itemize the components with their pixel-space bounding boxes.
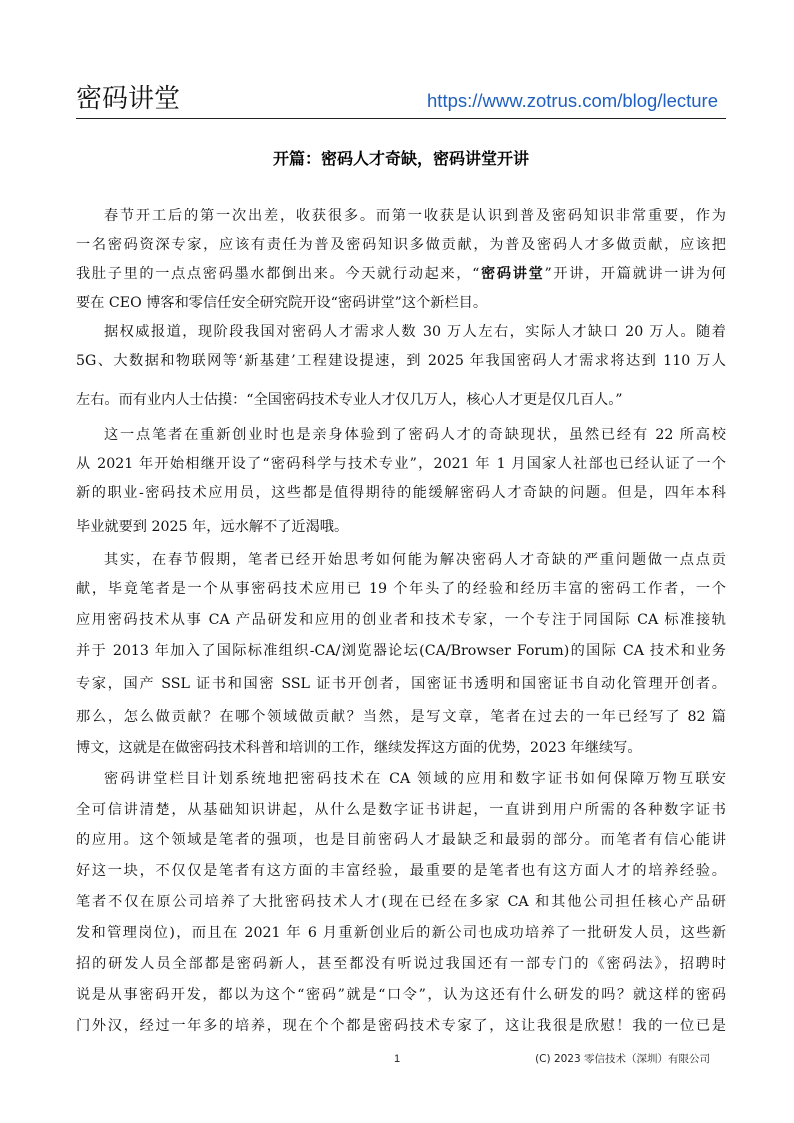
paragraph-line: 毕业就要到 2025 年，远水解不了近渴哦。 (76, 519, 349, 535)
paragraph-line: 笔者不仅在原公司培养了大批密码技术人才(现在已经在多家 CA 和其他公司担任核心产品研 (76, 894, 726, 910)
paragraph-line: 其实，在春节假期，笔者已经开始思考如何能为解决密码人才奇缺的严重问题做一点点贡 (104, 552, 726, 568)
text-run: 我肚子里的一点点密码墨水都倒出来。今天就行动起来，“ (76, 266, 480, 282)
paragraph-line: 要在 CEO 博客和零信任安全研究院开设“密码讲堂”这个新栏目。 (76, 295, 488, 311)
paragraph-line: 从 2021 年开始相继开设了“密码科学与技术专业”，2021 年 1 月国家人社部也已经认证了一个 (76, 456, 726, 472)
paragraph-line: 左右。而有业内人士估摸：“全国密码技术专业人才仅几万人，核心人才更是仅几百人。” (76, 392, 623, 408)
paragraph-line: 密码讲堂栏目计划系统地把密码技术在 CA 领域的应用和数字证书如何保障万物互联安 (104, 771, 726, 787)
paragraph-line: 献，毕竟笔者是一个从事密码技术应用已 19 个年头了的经验和经历丰富的密码工作者，一个 (76, 581, 726, 597)
paragraph-line: 的应用。这个领域是笔者的强项，也是目前密码人才最缺乏和最弱的部分。而笔者有信心能讲 (76, 832, 726, 848)
paragraph-line (76, 261, 726, 287)
paragraph-line: 新的职业-密码技术应用员，这些都是值得期待的能缓解密码人才奇缺的问题。但是，四年本科 (76, 485, 726, 501)
paragraph-line: 全可信讲清楚，从基础知识讲起，从什么是数字证书讲起，一直讲到用户所需的各种数字证书 (76, 802, 726, 818)
paragraph-line: 招的研发人员全部都是密码新人，甚至都没有听说过我国还有一部专门的《密码法》，招聘时 (76, 956, 726, 972)
paragraph-line: 并于 2013 年加入了国际标准组织-CA/浏览器论坛(CA/Browser Forum)的国际 CA 技术和业务 (76, 643, 726, 659)
header-divider (76, 118, 726, 119)
article-title: 开篇：密码人才奇缺，密码讲堂开讲 (272, 149, 529, 168)
header-brand: 密码讲堂 (76, 84, 181, 114)
footer-copyright: (C) 2023 零信技术（深圳）有限公司 (535, 1053, 710, 1065)
paragraph-line: 发和管理岗位)，而且在 2021 年 6 月重新创业后的新公司也成功培养了一批研发人员，这些新 (76, 925, 726, 941)
text-run: ”开讲，开篇就讲一讲为何 (544, 266, 726, 282)
paragraph-line: 应用密码技术从事 CA 产品研发和应用的创业者和技术专家，一个专注于同国际 CA 标准接轨 (76, 612, 726, 628)
page-number: 1 (393, 1053, 401, 1065)
paragraph-line: 门外汉，经过一年多的培养，现在个个都是密码技术专家了，这让我很是欣慰！我的一位已是 (76, 1018, 726, 1034)
paragraph-line: 5G、大数据和物联网等‘新基建’工程建设提速，到 2025 年我国密码人才需求将达到 110 万人 (76, 353, 726, 369)
header-url-link[interactable]: https://www.zotrus.com/blog/lecture (427, 90, 718, 111)
paragraph-line: 博文，这就是在做密码技术科普和培训的工作，继续发挥这方面的优势，2023 年继续写。 (76, 740, 642, 756)
paragraph-line: 这一点笔者在重新创业时也是亲身体验到了密码人才的奇缺现状，虽然已经有 22 所高校 (104, 427, 726, 443)
paragraph-line: 一名密码资深专家，应该有责任为普及密码知识多做贡献，为普及密码人才多做贡献，应该把 (76, 237, 726, 253)
paragraph-line: 那么，怎么做贡献？在哪个领域做贡献？当然，是写文章，笔者在过去的一年已经写了 82 篇 (76, 709, 726, 725)
paragraph-line: 好这一块，不仅仅是笔者有这方面的丰富经验，最重要的是笔者也有这方面人才的培养经验。 (76, 863, 726, 879)
paragraph-line: 据权威报道，现阶段我国对密码人才需求人数 30 万人左右，实际人才缺口 20 万人。随着 (104, 324, 726, 340)
paragraph-line: 说是从事密码开发，都以为这个“密码”就是“口令”，认为这还有什么研发的吗？就这样的密码 (76, 987, 726, 1003)
bold-term: 密码讲堂 (479, 266, 545, 282)
paragraph-line: 专家，国产 SSL 证书和国密 SSL 证书开创者，国密证书透明和国密证书自动化管理开创者。 (76, 676, 726, 692)
paragraph-line: 春节开工后的第一次出差，收获很多。而第一收获是认识到普及密码知识非常重要，作为 (104, 208, 726, 224)
